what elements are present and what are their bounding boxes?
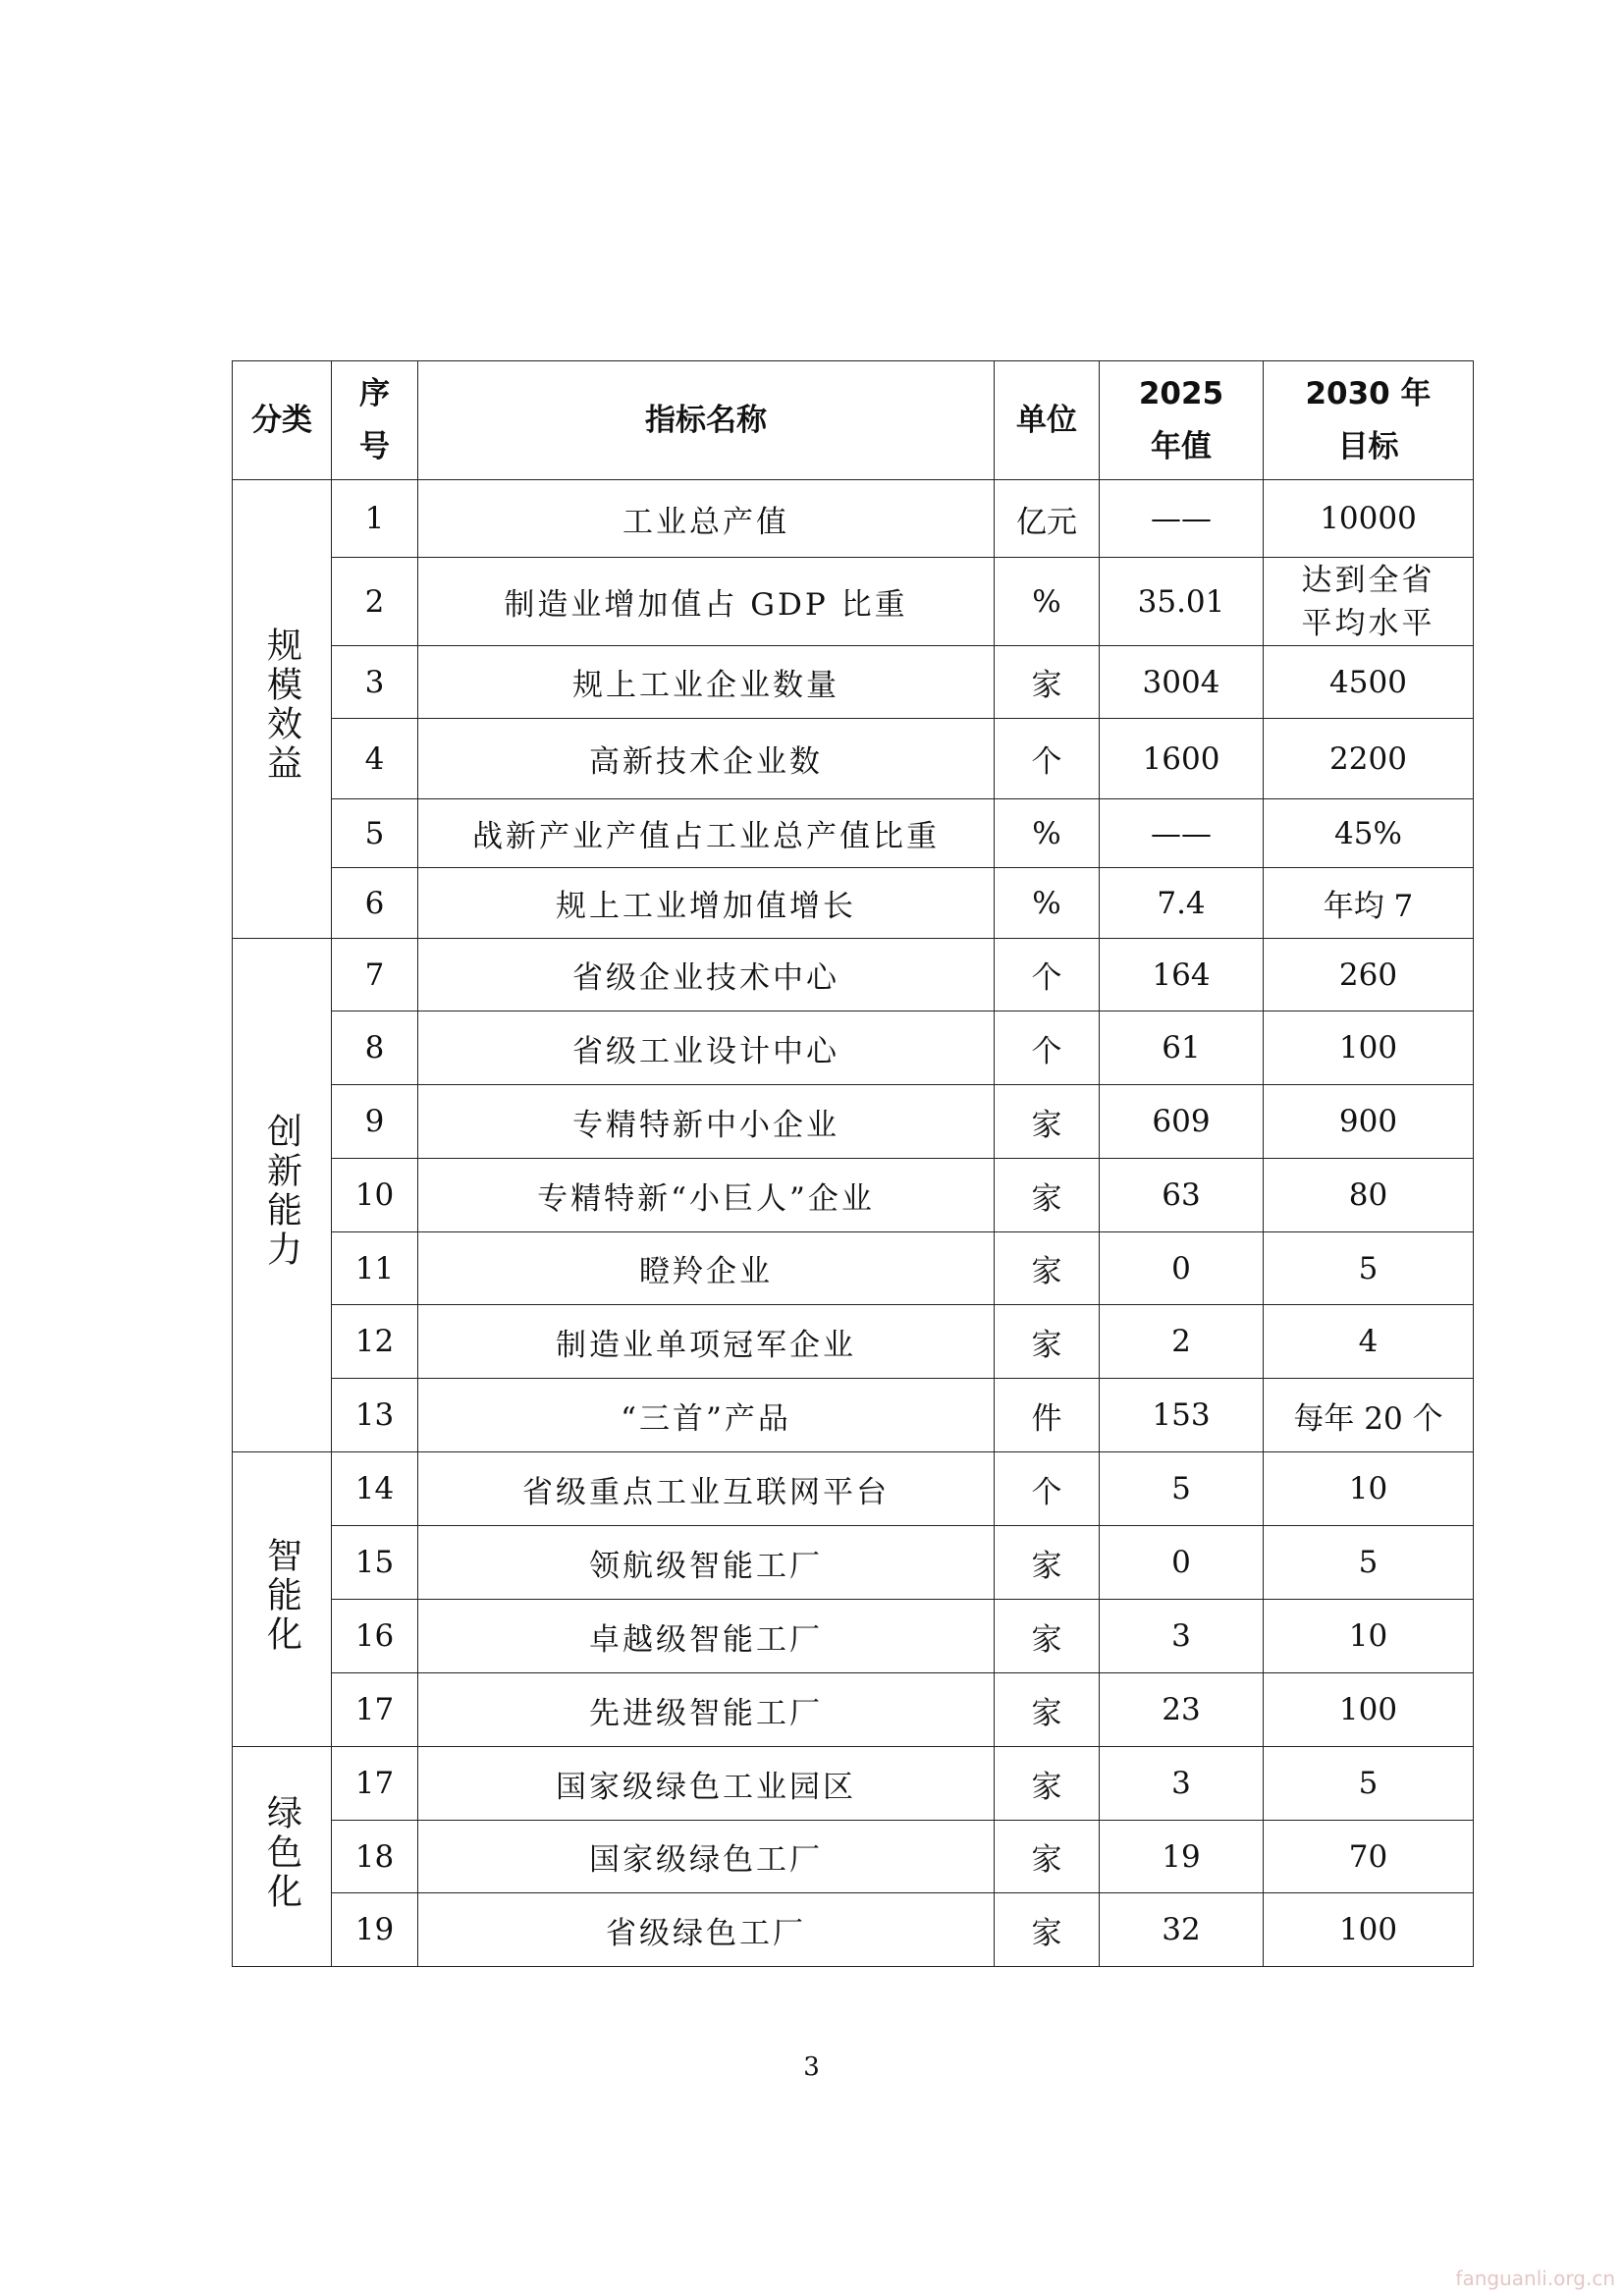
- unit-cell: 个: [995, 719, 1100, 799]
- value-2025-cell: 7.4: [1100, 868, 1264, 939]
- value-2025-cell: 0: [1100, 1232, 1264, 1305]
- table-row: [233, 1305, 1474, 1379]
- value-2025-cell: 5: [1100, 1452, 1264, 1526]
- target-2030-cell: 达到全省平均水平: [1264, 558, 1474, 646]
- unit-cell: 亿元: [995, 480, 1100, 558]
- seq-cell: 12: [332, 1305, 418, 1379]
- table-row: [233, 1452, 1474, 1526]
- seq-cell: 18: [332, 1821, 418, 1893]
- target-2030-cell: 10: [1264, 1452, 1474, 1526]
- target-2030-cell: 年均 7: [1264, 868, 1474, 939]
- unit-cell: 家: [995, 1232, 1100, 1305]
- seq-cell: 14: [332, 1452, 418, 1526]
- table-row: [233, 1159, 1474, 1232]
- target-2030-cell: 70: [1264, 1821, 1474, 1893]
- table-row: [233, 1379, 1474, 1452]
- table-row: [233, 868, 1474, 939]
- value-2025-cell: 61: [1100, 1011, 1264, 1085]
- indicator-name-cell: 制造业单项冠军企业: [418, 1305, 995, 1379]
- seq-cell: 7: [332, 939, 418, 1011]
- value-2025-cell: 2: [1100, 1305, 1264, 1379]
- header-2025-line2: 年值: [1151, 429, 1212, 465]
- value-2025-cell: 35.01: [1100, 558, 1264, 646]
- indicator-name-cell: 卓越级智能工厂: [418, 1600, 995, 1673]
- category-label: 绿色化: [261, 1793, 302, 1912]
- header-category: 分类: [233, 361, 332, 480]
- unit-cell: 家: [995, 1305, 1100, 1379]
- header-row: [233, 361, 1474, 480]
- target-2030-cell: 每年 20 个: [1264, 1379, 1474, 1452]
- table-row: [233, 1526, 1474, 1600]
- indicator-name-cell: 领航级智能工厂: [418, 1526, 995, 1600]
- indicator-name-cell: 省级重点工业互联网平台: [418, 1452, 995, 1526]
- seq-cell: 2: [332, 558, 418, 646]
- table-row: [233, 1011, 1474, 1085]
- target-2030-cell: 10: [1264, 1600, 1474, 1673]
- table-row: [233, 558, 1474, 646]
- value-2025-cell: 609: [1100, 1085, 1264, 1159]
- header-name: 指标名称: [418, 361, 995, 480]
- indicator-name-cell: 省级工业设计中心: [418, 1011, 995, 1085]
- category-cell: [233, 1452, 332, 1747]
- unit-cell: 家: [995, 1159, 1100, 1232]
- indicator-name-cell: 制造业增加值占 GDP 比重: [418, 558, 995, 646]
- category-label: 规模效益: [261, 627, 302, 784]
- unit-cell: 个: [995, 1452, 1100, 1526]
- seq-cell: 16: [332, 1600, 418, 1673]
- indicator-name-cell: 省级绿色工厂: [418, 1893, 995, 1967]
- unit-cell: 家: [995, 646, 1100, 719]
- target-2030-cell: 260: [1264, 939, 1474, 1011]
- seq-cell: 6: [332, 868, 418, 939]
- table-row: [233, 1085, 1474, 1159]
- seq-cell: 17: [332, 1747, 418, 1821]
- indicator-name-cell: 战新产业产值占工业总产值比重: [418, 799, 995, 868]
- unit-cell: 家: [995, 1600, 1100, 1673]
- target-2030-cell: 2200: [1264, 719, 1474, 799]
- seq-cell: 11: [332, 1232, 418, 1305]
- value-2025-cell: ——: [1100, 480, 1264, 558]
- indicator-name-cell: 瞪羚企业: [418, 1232, 995, 1305]
- unit-cell: 家: [995, 1893, 1100, 1967]
- target-2030-cell: 100: [1264, 1673, 1474, 1747]
- seq-cell: 4: [332, 719, 418, 799]
- value-2025-cell: 1600: [1100, 719, 1264, 799]
- unit-cell: 家: [995, 1673, 1100, 1747]
- table-row: [233, 1821, 1474, 1893]
- value-2025-cell: 153: [1100, 1379, 1264, 1452]
- indicator-name-cell: 先进级智能工厂: [418, 1673, 995, 1747]
- target-2030-cell: 900: [1264, 1085, 1474, 1159]
- target-2030-cell: 5: [1264, 1232, 1474, 1305]
- indicator-name-cell: 国家级绿色工业园区: [418, 1747, 995, 1821]
- target-2030-cell: 4500: [1264, 646, 1474, 719]
- header-seq-line1: 序: [359, 376, 390, 411]
- unit-cell: 家: [995, 1526, 1100, 1600]
- table-row: [233, 1673, 1474, 1747]
- table-row: [233, 719, 1474, 799]
- seq-cell: 13: [332, 1379, 418, 1452]
- header-2030-line1: 2030 年: [1305, 376, 1432, 411]
- seq-cell: 5: [332, 799, 418, 868]
- unit-cell: 家: [995, 1085, 1100, 1159]
- target-2030-cell: 45%: [1264, 799, 1474, 868]
- seq-cell: 8: [332, 1011, 418, 1085]
- watermark: fanguanli.org.cn: [1455, 2267, 1615, 2290]
- value-2025-cell: 3: [1100, 1600, 1264, 1673]
- table-row: [233, 480, 1474, 558]
- seq-cell: 10: [332, 1159, 418, 1232]
- target-2030-cell: 100: [1264, 1011, 1474, 1085]
- table-row: [233, 939, 1474, 1011]
- indicator-name-cell: 国家级绿色工厂: [418, 1821, 995, 1893]
- header-2030: [1264, 361, 1474, 480]
- header-seq-line2: 号: [359, 429, 390, 465]
- table-row: [233, 799, 1474, 868]
- unit-cell: %: [995, 799, 1100, 868]
- value-2025-cell: 3004: [1100, 646, 1264, 719]
- header-2030-line2: 目标: [1337, 429, 1399, 465]
- target-2030-cell: 5: [1264, 1747, 1474, 1821]
- indicator-name-cell: 规上工业增加值增长: [418, 868, 995, 939]
- target-2030-cell: 100: [1264, 1893, 1474, 1967]
- indicator-name-cell: 规上工业企业数量: [418, 646, 995, 719]
- value-2025-cell: 0: [1100, 1526, 1264, 1600]
- category-cell: [233, 1747, 332, 1967]
- value-2025-cell: 19: [1100, 1821, 1264, 1893]
- value-2025-cell: 3: [1100, 1747, 1264, 1821]
- value-2025-cell: 32: [1100, 1893, 1264, 1967]
- indicator-name-cell: 专精特新中小企业: [418, 1085, 995, 1159]
- header-seq: [332, 361, 418, 480]
- unit-cell: 件: [995, 1379, 1100, 1452]
- category-cell: [233, 939, 332, 1452]
- table-row: [233, 1232, 1474, 1305]
- category-label: 智能化: [261, 1536, 302, 1655]
- seq-cell: 1: [332, 480, 418, 558]
- category-label: 创新能力: [261, 1113, 302, 1270]
- target-2030-cell: 5: [1264, 1526, 1474, 1600]
- target-2030-cell: 80: [1264, 1159, 1474, 1232]
- indicator-name-cell: 高新技术企业数: [418, 719, 995, 799]
- unit-cell: %: [995, 868, 1100, 939]
- indicator-name-cell: 省级企业技术中心: [418, 939, 995, 1011]
- table-row: [233, 646, 1474, 719]
- table-row: [233, 1893, 1474, 1967]
- indicator-name-cell: 专精特新“小巨人”企业: [418, 1159, 995, 1232]
- seq-cell: 3: [332, 646, 418, 719]
- table-row: [233, 1747, 1474, 1821]
- header-unit: 单位: [995, 361, 1100, 480]
- seq-cell: 17: [332, 1673, 418, 1747]
- unit-cell: 个: [995, 939, 1100, 1011]
- target-2030-cell: 10000: [1264, 480, 1474, 558]
- seq-cell: 15: [332, 1526, 418, 1600]
- unit-cell: 家: [995, 1821, 1100, 1893]
- indicator-name-cell: “三首”产品: [418, 1379, 995, 1452]
- unit-cell: %: [995, 558, 1100, 646]
- value-2025-cell: 63: [1100, 1159, 1264, 1232]
- value-2025-cell: ——: [1100, 799, 1264, 868]
- indicator-table: [232, 360, 1474, 1967]
- unit-cell: 家: [995, 1747, 1100, 1821]
- seq-cell: 19: [332, 1893, 418, 1967]
- target-2030-cell: 4: [1264, 1305, 1474, 1379]
- value-2025-cell: 23: [1100, 1673, 1264, 1747]
- header-2025: [1100, 361, 1264, 480]
- table-body: [233, 480, 1474, 1967]
- table-row: [233, 1600, 1474, 1673]
- category-cell: [233, 480, 332, 939]
- unit-cell: 个: [995, 1011, 1100, 1085]
- seq-cell: 9: [332, 1085, 418, 1159]
- header-2025-line1: 2025: [1138, 376, 1224, 411]
- value-2025-cell: 164: [1100, 939, 1264, 1011]
- indicator-name-cell: 工业总产值: [418, 480, 995, 558]
- page-number: 3: [803, 2052, 820, 2082]
